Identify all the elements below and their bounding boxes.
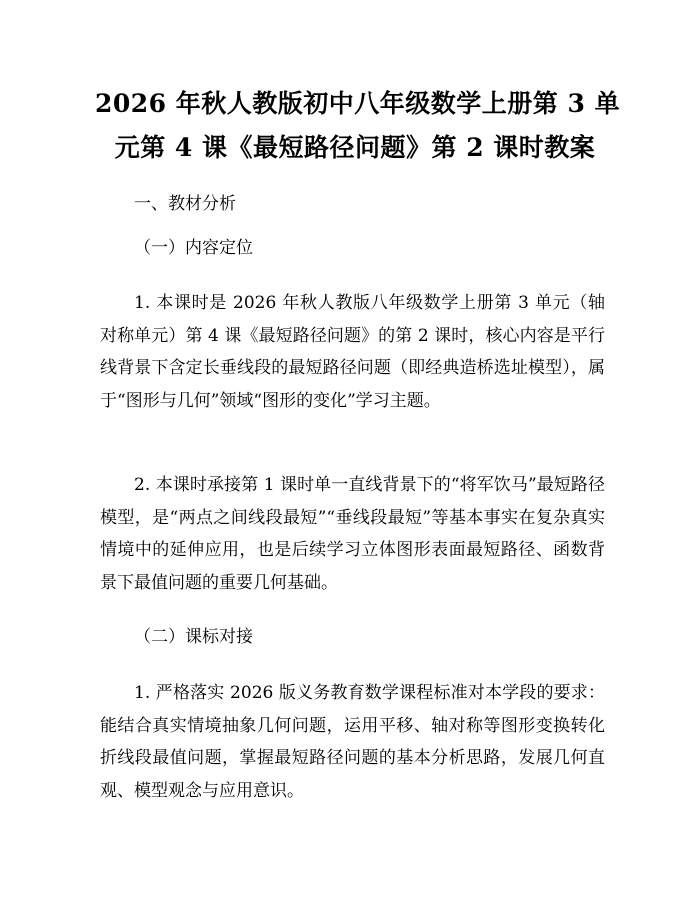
title-line-1: 2026 年秋人教版初中八年级数学上册第 3 单 <box>95 89 621 118</box>
document-title <box>95 82 621 170</box>
title-line-2: 元第 4 课《最短路径问题》第 2 课时教案 <box>114 133 596 162</box>
paragraph-content-positioning-2: 2. 本课时承接第 1 课时单一直线背景下的“将军饮马”最短路径模型，是“两点之间线段最短”“垂线段最短”等基本事实在复杂真实情境中的延伸应用，也是后续学习立体图形表面最短路径、函数背景下最值问题的重要几何基础。 <box>100 475 605 593</box>
subsection-heading-content-positioning: （一）内容定位 <box>134 238 253 258</box>
section-heading-textbook-analysis: 一、教材分析 <box>134 194 236 214</box>
subsection-heading-curriculum-standards: （二）课标对接 <box>134 627 253 647</box>
paragraph-content-positioning-1: 1. 本课时是 2026 年秋人教版八年级数学上册第 3 单元（轴对称单元）第 4 课《最短路径问题》的第 2 课时，核心内容是平行线背景下含定长垂线段的最短路径问题（即经典造桥选址模型），属于“图形与几何”领域“图形的变化”学习主题。 <box>100 293 605 411</box>
paragraph-curriculum-standards-1: 1. 严格落实 2026 版义务教育数学课程标准对本学段的要求：能结合真实情境抽象几何问题，运用平移、轴对称等图形变换转化折线段最值问题，掌握最短路径问题的基本分析思路，发展几何直观、模型观念与应用意识。 <box>100 683 605 801</box>
